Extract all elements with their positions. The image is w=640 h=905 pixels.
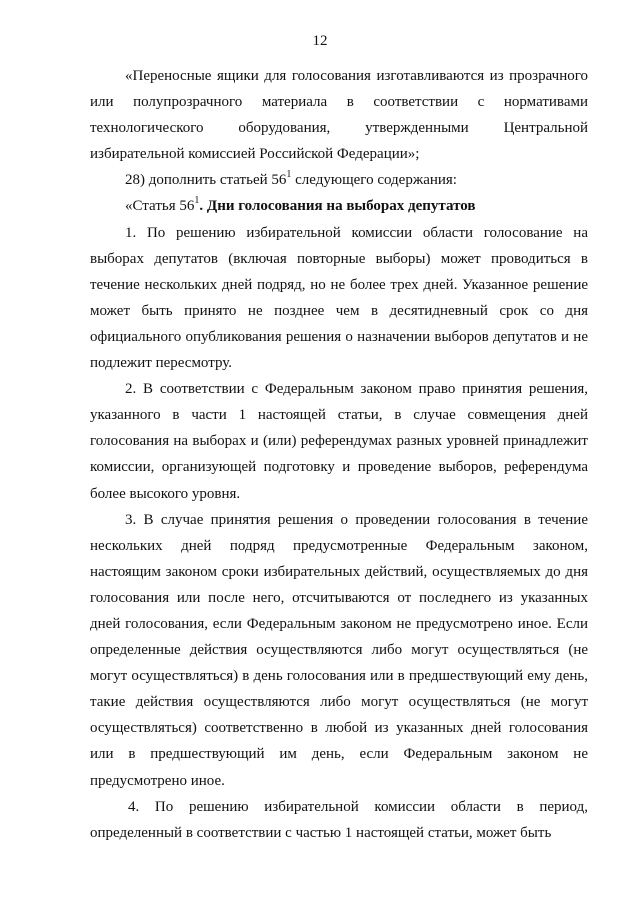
page-number: 12	[312, 33, 328, 49]
amendment-text-end: следующего содержания:	[291, 172, 457, 189]
paragraph-amendment-28	[90, 167, 588, 193]
article-item-2: 2. В соответствии с Федеральным законом право принятия решения, указанного в части 1 настоящей статьи, в случае совмещения дней голосования на выборах и (или) референдумах разных уровней принадлежит комиссии, организующей подготовку и проведение выборов, референдума более высокого уровня.	[90, 381, 588, 502]
article-heading-superscript: 1	[194, 195, 200, 207]
article-heading-title: Дни голосования на выборах депутатов	[206, 198, 476, 215]
article-item-1: 1. По решению избирательной комиссии области голосование на выборах депутатов (включая повторные выборы) может проводиться в течение нескольких дней подряд, но не более трех дней. Указанное решение может быть принято не позднее чем в десятидневный срок со дня официального опубликования решения о назначении выборов депутатов и не подлежит пересмотру.	[90, 224, 588, 372]
article-heading-dot: .	[199, 198, 207, 215]
article-heading-prefix: «Статья 56	[125, 198, 195, 215]
amendment-text-start: 28) дополнить статьей 56	[125, 172, 287, 189]
article-heading	[90, 193, 588, 219]
article-item-3: 3. В случае принятия решения о проведении голосования в течение нескольких дней подряд предусмотренные Федеральным законом, настоящим законом сроки избирательных действий, осуществляемых до дня голосования или после него, отсчитываются от последнего из указанных дней голосования, если Федеральным законом не предусмотрено иное. Если определенные действия осуществляются либо могут осуществляться (не могут осуществляться) в день голосования или в предшествующий ему день, такие действия осуществляются либо могут осуществляться (не могут осуществляться) соответственно в любой из указанных дней голосования или в предшествующий им день, если Федеральным законом не предусмотрено иное.	[90, 511, 588, 789]
paragraph-ballot-boxes: «Переносные ящики для голосования изготавливаются из прозрачного или полупрозрачного материала в соответствии с нормативами технологического оборудования, утвержденными Центральной избирательной комиссией Российской Федерации»;	[90, 68, 588, 163]
article-item-4: 4. По решению избирательной комиссии области в период, определенный в соответствии с частью 1 настоящей статьи, может быть	[90, 798, 588, 841]
document-body	[90, 63, 588, 846]
amendment-superscript: 1	[286, 169, 292, 181]
